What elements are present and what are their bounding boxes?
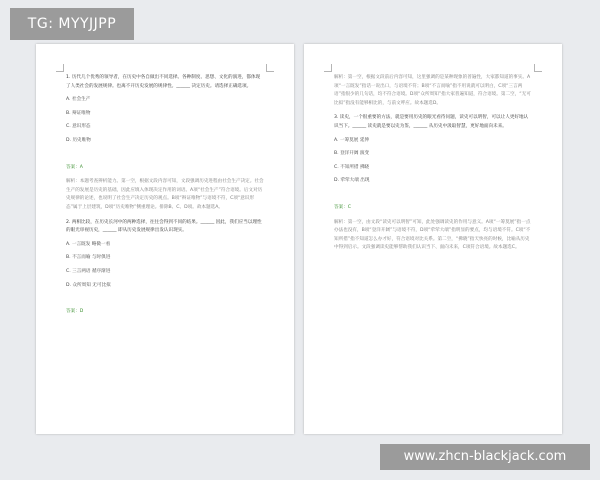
crop-mark-top-right — [266, 64, 274, 72]
q2-option-c: C. 三言两语 循序渐进 — [66, 268, 111, 274]
q1-explanation: 解析：本题考查辨析能力。第一空，根据文段内容可知，文段强调历史进程由社会生产决定。社会生产的发展是历史的基础，因此应填入体现决定作用的词语。A项“社会生产”符合语境。后文对历史规律的论述，也说明了社会生产决定历史的观点。B项“辩证唯物”与语境不符，C项“意识形态”属于上层建筑，D项“历史唯物”侧重理论。排除B、C、D项。故本题选A。 — [66, 179, 264, 210]
q1-option-c: C. 意识形态 — [66, 124, 91, 130]
q2-option-d: D. 众所周知 无可比拟 — [66, 282, 111, 288]
question-1: 1. 历代几个优秀的领导者，在历史中各自做出不同选择。各种制度、思想、文化的演进，都体现了人类社会的发展规律。也离不开历史发展的规律性。______ 决定历史。请选择正确选项。 — [66, 75, 261, 89]
page-right — [304, 44, 562, 434]
tag-label: TG: MYYJJPP — [10, 8, 134, 40]
q1-answer: 答案：A — [66, 164, 83, 170]
crop-mark-top-left — [324, 64, 332, 72]
page-right-content — [334, 74, 532, 253]
q3-explanation: 解析：第一空，由文段“读史可以明智”可知，此处强调读史的作用与意义。A项“一筹莫展”指一点办法也没有，B项“登洋开阔”与语境不符，D项“荦荦大端”指明显的要点，均与语境不符。C项“不知所措”指不知道怎么办才好，符合语境对比关系。第二空，“拂晓”指天快亮的时候，比喻从历史中得到启示。文段强调读史能够帮助我们认识当下、面向未来，C项符合语境。故本题选C。 — [334, 219, 531, 251]
q1-option-a: A. 社会生产 — [66, 97, 91, 103]
question-2: 2. 两相比较，在历史长河中的两种选择，往往会得到不同的结果。______ 因此，我们应当以理性的眼光审视历史，______ 即从历史发展规律出发认识现实。 — [66, 219, 262, 234]
q2-option-a: A. 一言既发 略微一看 — [66, 241, 111, 247]
crop-mark-top-right — [534, 64, 542, 72]
page-left-content — [66, 74, 264, 317]
q3-option-c: C. 不知所措 拂晓 — [334, 164, 370, 170]
q3-option-d: D. 荦荦大端 出现 — [334, 178, 370, 184]
q3-answer: 答案：C — [334, 204, 351, 210]
watermark-label: www.zhcn-blackjack.com — [380, 444, 590, 470]
q3-option-b: B. 登洋开阔 演变 — [334, 151, 370, 157]
question-3: 3. 读史，一个很重要的方法，就是要用历史的眼光看待问题，读史可以明智，可以让人更好地认识当下。______ 读史就是要以史为鉴，______ 从历史中汲取智慧，更好地面向未来。 — [334, 115, 529, 129]
page-left — [36, 44, 294, 434]
q2-answer: 答案：D — [66, 309, 84, 315]
q1-option-d: D. 历史唯物 — [66, 137, 91, 143]
q2-option-b: B. 不言而喻 与时俱进 — [66, 255, 111, 261]
q2-explanation: 解析：第一空，根据文段前后内容可知，这里强调的是某种现象的普遍性，大家都知道的事实。A项“一言既发”指话一说出口，与语境不符；B项“不言而喻”指不用说就可以明白，C项“三言两语”指很少的几句话，均不符合语境。D项“众所周知”指大家普遍知道，符合语境。第二空，“无可比拟”指没有能够相比的，与前文呼应。故本题选D。 — [334, 75, 531, 106]
q3-option-a: A. 一筹莫展 延伸 — [334, 137, 370, 143]
crop-mark-top-left — [56, 64, 64, 72]
q1-option-b: B. 辩证唯物 — [66, 110, 91, 116]
